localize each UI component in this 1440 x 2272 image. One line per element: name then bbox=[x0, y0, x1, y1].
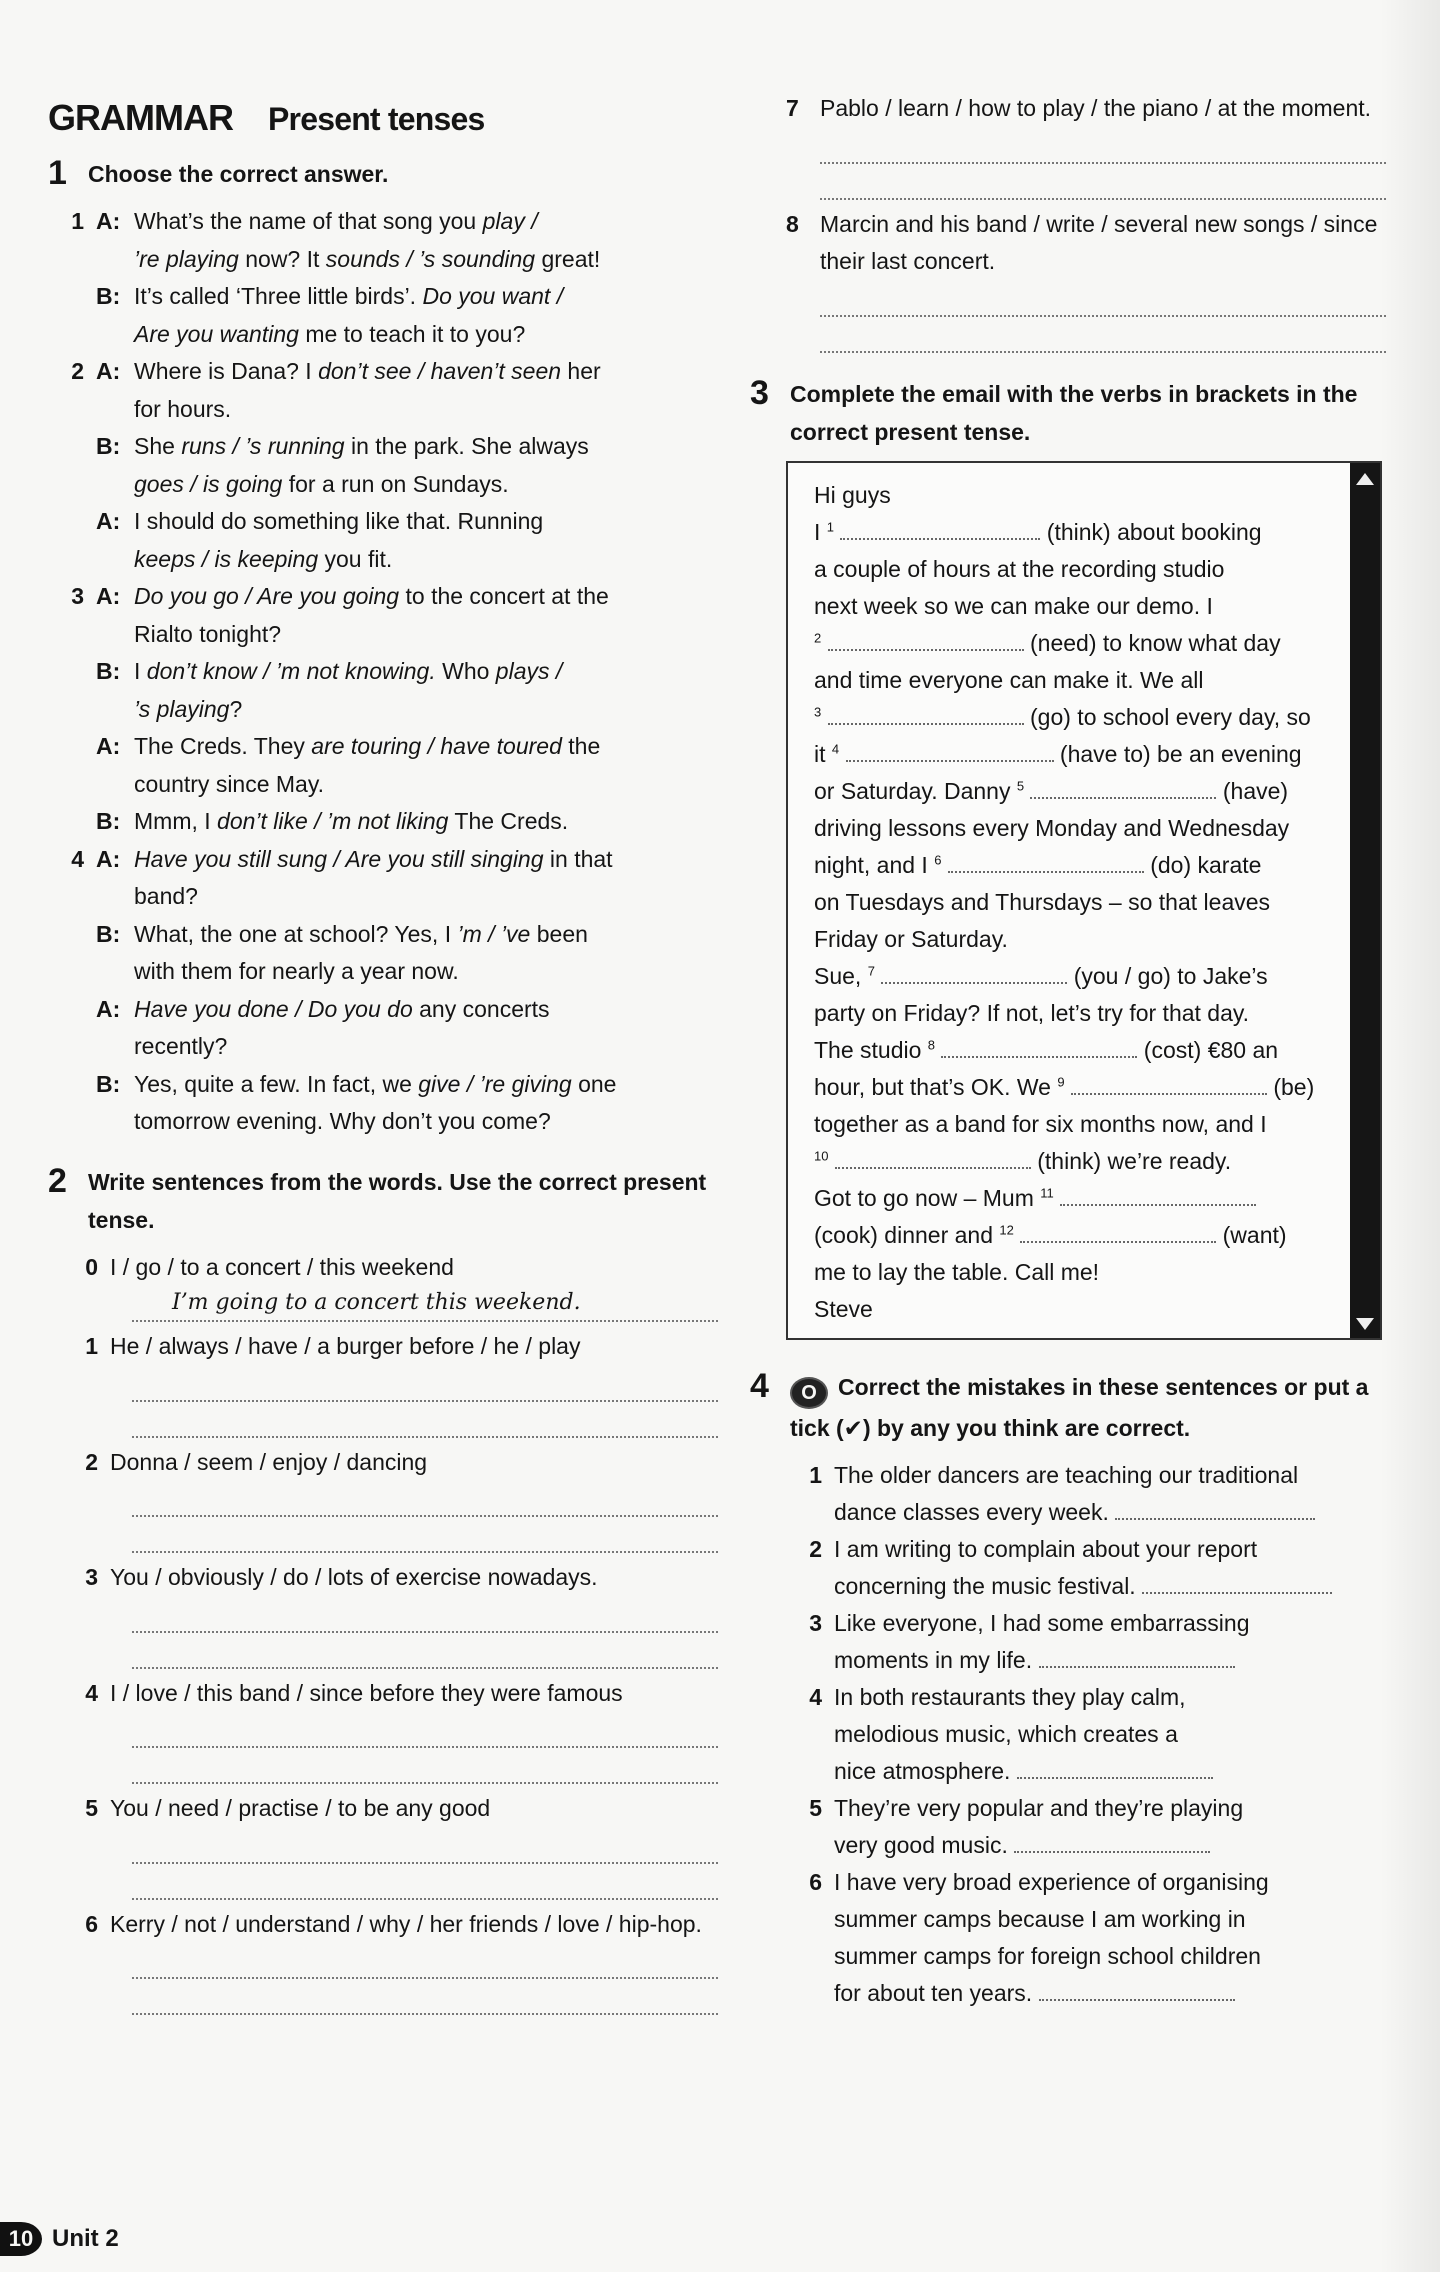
page-title bbox=[48, 96, 718, 139]
question-item bbox=[48, 841, 718, 1141]
dialogue-line bbox=[96, 1028, 718, 1066]
exercise-4-header bbox=[750, 1368, 1386, 1447]
speaker-label bbox=[96, 466, 134, 504]
dialogue-line bbox=[96, 616, 718, 654]
exercise-4 bbox=[750, 1366, 1386, 2012]
question-item bbox=[48, 353, 718, 578]
speaker-label: B: bbox=[96, 920, 121, 947]
dialogue-line bbox=[96, 428, 718, 466]
example-row bbox=[48, 1249, 718, 1287]
item-number: 5 bbox=[809, 1794, 822, 1821]
dialogue-line bbox=[96, 766, 718, 804]
answer-line[interactable] bbox=[132, 1481, 718, 1517]
dialogue-line bbox=[96, 278, 718, 316]
dialogue-text: recently? bbox=[134, 1033, 228, 1060]
prompt-row bbox=[48, 1675, 718, 1713]
dialogue bbox=[96, 203, 718, 353]
speaker-label: B: bbox=[96, 283, 121, 310]
answer-line[interactable] bbox=[820, 164, 1386, 200]
email-line: a couple of hours at the recording studio bbox=[814, 555, 1225, 582]
exercise-2-items bbox=[48, 1328, 718, 2015]
instruction-text: Correct the mistakes in these sentences or put a tick (✔) by any you think are correct. bbox=[790, 1373, 1369, 1441]
email-line: Hi guys bbox=[814, 481, 891, 508]
dialogue-text: What, the one at school? Yes, I ’m / ’ve been bbox=[134, 920, 588, 947]
speaker-label bbox=[96, 241, 134, 279]
scroll-up-arrow-icon[interactable] bbox=[1356, 473, 1374, 485]
dialogue-line bbox=[96, 653, 718, 691]
dialogue-text: with them for nearly a year now. bbox=[134, 958, 459, 985]
exercise-instruction: Write sentences from the words. Use the correct present tense. bbox=[88, 1168, 707, 1233]
question-item bbox=[48, 578, 718, 841]
email-line: next week so we can make our demo. I bbox=[814, 592, 1213, 619]
email-line: or Saturday. Danny $^5$ (have) bbox=[814, 777, 1289, 804]
answer-line[interactable] bbox=[132, 1597, 718, 1633]
speaker-label: A: bbox=[96, 583, 121, 610]
sentence-line: I am writing to complain about your report bbox=[834, 1535, 1258, 1562]
email-line: (cook) dinner and $^{12}$ (want) bbox=[814, 1221, 1287, 1248]
email-line: I $^1$ (think) about booking bbox=[814, 518, 1262, 545]
email-line: Steve bbox=[814, 1295, 873, 1322]
item-number: 3 bbox=[71, 583, 84, 610]
email-line: party on Friday? If not, let’s try for that day. bbox=[814, 999, 1250, 1026]
dialogue-line bbox=[96, 466, 718, 504]
answer-line[interactable] bbox=[132, 1366, 718, 1402]
item-prompt: Donna / seem / enjoy / dancing bbox=[110, 1448, 428, 1475]
exam-tip-icon: O bbox=[790, 1377, 828, 1409]
speaker-label: B: bbox=[96, 433, 121, 460]
sentence-text bbox=[834, 1679, 1386, 1790]
dialogue-text: band? bbox=[134, 883, 198, 910]
dialogue-line bbox=[96, 503, 718, 541]
question-item bbox=[48, 1675, 718, 1785]
email-scrollbar[interactable] bbox=[1350, 463, 1380, 1338]
dialogue-line bbox=[96, 803, 718, 841]
dialogue-text: tomorrow evening. Why don’t you come? bbox=[134, 1108, 551, 1135]
question-item bbox=[786, 90, 1386, 200]
right-column bbox=[750, 90, 1386, 2034]
exercise-3 bbox=[750, 373, 1386, 1340]
prompt-row bbox=[48, 1328, 718, 1366]
sentence-text bbox=[834, 1605, 1386, 1679]
sentence-line: moments in my life. bbox=[834, 1642, 1386, 1679]
example-answer: I’m going to a concert this weekend. bbox=[132, 1286, 718, 1322]
item-number: 8 bbox=[786, 210, 799, 237]
question-item bbox=[48, 1328, 718, 1438]
item-prompt: I / go / to a concert / this weekend bbox=[110, 1253, 454, 1280]
dialogue-text: for hours. bbox=[134, 395, 232, 422]
sentence-line: Like everyone, I had some embarrassing bbox=[834, 1609, 1250, 1636]
sentence-item bbox=[786, 1864, 1386, 2012]
dialogue-text: Yes, quite a few. In fact, we give / ’re giving one bbox=[134, 1070, 617, 1097]
exercise-2 bbox=[48, 1163, 718, 2016]
item-prompt: Marcin and his band / write / several new songs / since their last concert. bbox=[820, 210, 1378, 274]
dialogue-line bbox=[96, 1103, 718, 1141]
answer-line[interactable] bbox=[132, 1864, 718, 1900]
item-prompt: He / always / have / a burger before / he / play bbox=[110, 1333, 581, 1360]
item-number: 6 bbox=[85, 1910, 98, 1937]
item-number: 1 bbox=[85, 1333, 98, 1360]
dialogue-text: I don’t know / ’m not knowing. Who plays / bbox=[134, 658, 563, 685]
email-box bbox=[786, 461, 1382, 1340]
sentence-item bbox=[786, 1679, 1386, 1790]
exercise-instruction bbox=[790, 1368, 1386, 1447]
sentence-line: concerning the music festival. bbox=[834, 1568, 1386, 1605]
dialogue-text: keeps / is keeping you fit. bbox=[134, 545, 393, 572]
dialogue-line bbox=[96, 391, 718, 429]
item-prompt: Pablo / learn / how to play / the piano / at the moment. bbox=[820, 95, 1372, 121]
dialogue bbox=[96, 841, 718, 1141]
sentence-line: summer camps because I am working in bbox=[834, 1905, 1246, 1932]
answer-line[interactable] bbox=[132, 1943, 718, 1979]
email-line: and time everyone can make it. We all bbox=[814, 666, 1204, 693]
sentence-line: nice atmosphere. bbox=[834, 1753, 1386, 1790]
left-column bbox=[48, 96, 718, 2037]
speaker-label: A: bbox=[96, 995, 121, 1022]
sentence-line: They’re very popular and they’re playing bbox=[834, 1794, 1244, 1821]
email-text bbox=[814, 477, 1316, 1328]
dialogue-line bbox=[96, 878, 718, 916]
item-number: 4 bbox=[85, 1679, 98, 1706]
sentence-text bbox=[834, 1531, 1386, 1605]
dialogue-line bbox=[96, 316, 718, 354]
speaker-label bbox=[96, 1103, 134, 1141]
speaker-label: A: bbox=[96, 508, 121, 535]
speaker-label bbox=[96, 316, 134, 354]
page-footer bbox=[0, 2222, 119, 2256]
dialogue-line bbox=[96, 728, 718, 766]
prompt-row bbox=[48, 1444, 718, 1482]
dialogue-text: ’s playing? bbox=[134, 695, 243, 722]
exercise-2-header bbox=[48, 1163, 718, 1239]
dialogue-line bbox=[96, 578, 718, 616]
item-number: 2 bbox=[85, 1448, 98, 1475]
speaker-label: A: bbox=[96, 358, 121, 385]
email-line: Sue, $^7$ (you / go) to Jake’s bbox=[814, 962, 1268, 989]
email-line: night, and I $^6$ (do) karate bbox=[814, 851, 1262, 878]
email-line: Got to go now – Mum $^{11}$ bbox=[814, 1180, 1316, 1217]
dialogue-text: Where is Dana? I don’t see / haven’t seen her bbox=[134, 358, 601, 385]
dialogue-line bbox=[96, 203, 718, 241]
email-line: on Tuesdays and Thursdays – so that leaves bbox=[814, 888, 1271, 915]
sentence-item bbox=[786, 1531, 1386, 1605]
dialogue-text: ’re playing now? It sounds / ’s sounding great! bbox=[134, 245, 601, 272]
item-number: 7 bbox=[786, 95, 799, 121]
sentence-line: I have very broad experience of organising bbox=[834, 1868, 1269, 1895]
speaker-label: B: bbox=[96, 808, 121, 835]
item-number: 5 bbox=[85, 1795, 98, 1822]
speaker-label: A: bbox=[96, 733, 121, 760]
exercise-1-header bbox=[48, 155, 718, 193]
sentence-item bbox=[786, 1790, 1386, 1864]
exercise-instruction: Complete the email with the verbs in brackets in the correct present tense. bbox=[790, 380, 1358, 445]
sentence-line: summer camps for foreign school children bbox=[834, 1942, 1261, 1969]
question-item bbox=[786, 206, 1386, 353]
speaker-label bbox=[96, 766, 134, 804]
exercise-3-header bbox=[750, 375, 1386, 451]
answer-line[interactable] bbox=[132, 1712, 718, 1748]
sentence-line: melodious music, which creates a bbox=[834, 1720, 1178, 1747]
dialogue-line bbox=[96, 541, 718, 579]
dialogue-text: I should do something like that. Running bbox=[134, 508, 544, 535]
dialogue-text: goes / is going for a run on Sundays. bbox=[134, 470, 509, 497]
dialogue-text: The Creds. They are touring / have toured the bbox=[134, 733, 601, 760]
sentence-item bbox=[786, 1457, 1386, 1531]
answer-line[interactable] bbox=[820, 281, 1386, 317]
item-number: 1 bbox=[71, 208, 84, 235]
exercise-number: 1 bbox=[48, 154, 67, 193]
dialogue-text: It’s called ‘Three little birds’. Do you want / bbox=[134, 283, 564, 310]
item-number: 1 bbox=[809, 1461, 822, 1488]
exercise-2-continued bbox=[786, 90, 1386, 353]
dialogue-line bbox=[96, 353, 718, 391]
item-number: 3 bbox=[809, 1609, 822, 1636]
email-line: $^3$ (go) to school every day, so bbox=[814, 703, 1311, 730]
item-prompt: I / love / this band / since before they were famous bbox=[110, 1679, 623, 1706]
sentence-line: In both restaurants they play calm, bbox=[834, 1683, 1186, 1710]
sentence-line: very good music. bbox=[834, 1827, 1386, 1864]
speaker-label bbox=[96, 953, 134, 991]
answer-line[interactable] bbox=[820, 317, 1386, 353]
prompt-row bbox=[786, 90, 1386, 128]
speaker-label: A: bbox=[96, 845, 121, 872]
dialogue-text: Rialto tonight? bbox=[134, 620, 282, 647]
speaker-label bbox=[96, 541, 134, 579]
email-line: together as a band for six months now, and I bbox=[814, 1110, 1267, 1137]
item-prompt: Kerry / not / understand / why / her friends / love / hip-hop. bbox=[110, 1910, 702, 1937]
exercise-1-items bbox=[48, 203, 718, 1141]
prompt-row bbox=[48, 1559, 718, 1597]
dialogue bbox=[96, 578, 718, 841]
speaker-label bbox=[96, 616, 134, 654]
exercise-4-items bbox=[786, 1457, 1386, 2012]
question-item bbox=[48, 1559, 718, 1669]
speaker-label bbox=[96, 691, 134, 729]
email-line: driving lessons every Monday and Wednesday bbox=[814, 814, 1290, 841]
speaker-label: B: bbox=[96, 658, 121, 685]
exercise-number: 3 bbox=[750, 373, 769, 412]
speaker-label: A: bbox=[96, 208, 121, 235]
email-line: me to lay the table. Call me! bbox=[814, 1258, 1100, 1285]
dialogue-text: What’s the name of that song you play / bbox=[134, 208, 538, 235]
sentence-text bbox=[834, 1457, 1386, 1531]
dialogue-text: Do you go / Are you going to the concert at the bbox=[134, 583, 609, 610]
dialogue-line bbox=[96, 916, 718, 954]
answer-line[interactable] bbox=[132, 1402, 718, 1438]
prompt-row bbox=[48, 1790, 718, 1828]
dialogue-text: country since May. bbox=[134, 770, 325, 797]
exercise-1 bbox=[48, 155, 718, 1141]
answer-line[interactable] bbox=[132, 1633, 718, 1669]
section-subtitle: Present tenses bbox=[268, 101, 485, 137]
prompt-row bbox=[48, 1906, 718, 1944]
exercise-number: 4 bbox=[750, 1366, 769, 1405]
dialogue-line bbox=[96, 953, 718, 991]
answer-line[interactable] bbox=[132, 1979, 718, 2015]
unit-label: Unit 2 bbox=[52, 2225, 119, 2252]
page-number: 10 bbox=[0, 2222, 42, 2256]
dialogue-text: Are you wanting me to teach it to you? bbox=[134, 320, 526, 347]
dialogue-text: Mmm, I don’t like / ’m not liking The Creds. bbox=[134, 808, 569, 835]
item-number: 6 bbox=[809, 1868, 822, 1895]
section-title: GRAMMAR bbox=[48, 97, 233, 138]
page-edge-shade bbox=[1380, 0, 1440, 2272]
item-number: 4 bbox=[71, 845, 84, 872]
sentence-item bbox=[786, 1605, 1386, 1679]
exercise-2-example bbox=[48, 1249, 718, 1323]
sentence-line: for about ten years. bbox=[834, 1975, 1386, 2012]
dialogue-line bbox=[96, 241, 718, 279]
answer-line[interactable] bbox=[132, 1748, 718, 1784]
email-line: it $^4$ (have to) be an evening bbox=[814, 740, 1302, 767]
answer-line[interactable] bbox=[820, 128, 1386, 164]
question-item bbox=[48, 1444, 718, 1554]
email-line: hour, but that’s OK. We $^9$ (be) bbox=[814, 1073, 1315, 1100]
email-line: The studio $^8$ (cost) €80 an bbox=[814, 1036, 1279, 1063]
exercise-instruction: Choose the correct answer. bbox=[88, 161, 389, 188]
dialogue-line bbox=[96, 1066, 718, 1104]
email-line: $^{10}$ (think) we’re ready. bbox=[814, 1147, 1232, 1174]
email-line: $^2$ (need) to know what day bbox=[814, 629, 1281, 656]
item-prompt: You / need / practise / to be any good bbox=[110, 1795, 491, 1822]
dialogue-line bbox=[96, 691, 718, 729]
speaker-label bbox=[96, 878, 134, 916]
dialogue-text: Have you still sung / Are you still singing in that bbox=[134, 845, 613, 872]
prompt-row bbox=[786, 206, 1386, 281]
dialogue-line bbox=[96, 841, 718, 879]
question-item bbox=[48, 1790, 718, 1900]
sentence-line: dance classes every week. bbox=[834, 1494, 1386, 1531]
answer-line[interactable] bbox=[132, 1828, 718, 1864]
item-number: 4 bbox=[809, 1683, 822, 1710]
sentence-text bbox=[834, 1790, 1386, 1864]
dialogue-text: She runs / ’s running in the park. She always bbox=[134, 433, 589, 460]
answer-line[interactable] bbox=[132, 1517, 718, 1553]
item-number: 2 bbox=[809, 1535, 822, 1562]
exercise-number: 2 bbox=[48, 1161, 67, 1200]
speaker-label bbox=[96, 1028, 134, 1066]
question-item bbox=[48, 1906, 718, 2016]
item-number: 2 bbox=[71, 358, 84, 385]
item-prompt: You / obviously / do / lots of exercise nowadays. bbox=[110, 1564, 598, 1591]
item-number: 3 bbox=[85, 1564, 98, 1591]
dialogue bbox=[96, 353, 718, 578]
sentence-text bbox=[834, 1864, 1386, 2012]
question-item bbox=[48, 203, 718, 353]
speaker-label: B: bbox=[96, 1070, 121, 1097]
speaker-label bbox=[96, 391, 134, 429]
item-number: 0 bbox=[85, 1253, 98, 1280]
sentence-line: The older dancers are teaching our traditional bbox=[834, 1461, 1299, 1488]
scroll-down-arrow-icon[interactable] bbox=[1356, 1318, 1374, 1330]
email-line: Friday or Saturday. bbox=[814, 925, 1008, 952]
dialogue-text: Have you done / Do you do any concerts bbox=[134, 995, 550, 1022]
dialogue-line bbox=[96, 991, 718, 1029]
